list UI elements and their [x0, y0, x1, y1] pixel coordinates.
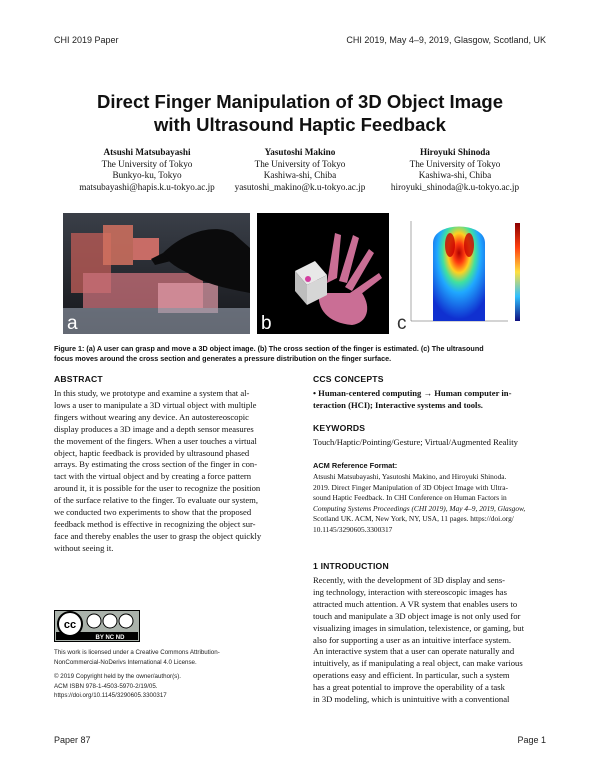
- author-email[interactable]: hiroyuki_shinoda@k.u-tokyo.ac.jp: [390, 181, 520, 192]
- keywords-heading: KEYWORDS: [313, 423, 366, 433]
- author-affiliation: The University of Tokyo: [409, 158, 501, 169]
- reference-heading: ACM Reference Format:: [313, 461, 398, 470]
- figure-panel-c: [393, 213, 547, 334]
- license-text: This work is licensed under a Creative Commons Attribution- NonCommercial-NoDerivs International 4.0 License.: [54, 649, 220, 666]
- keywords-body: Touch/Haptic/Pointing/Gesture; Virtual/Augmented Reality: [313, 437, 518, 447]
- paper-title: Direct Finger Manipulation of 3D Object Image with Ultrasound Haptic Feedback: [96, 91, 504, 135]
- footer-page-number: Page 1: [517, 735, 546, 745]
- author-location: Kashiwa-shi, Chiba: [263, 170, 337, 181]
- reference-doi-link[interactable]: 10.1145/3290605.3300317: [313, 524, 393, 534]
- running-header-left: CHI 2019 Paper: [54, 35, 119, 45]
- author-name: Yasutoshi Makino: [264, 147, 336, 157]
- author-email[interactable]: matsubayashi@hapis.k.u-tokyo.ac.jp: [79, 181, 215, 192]
- reference-body: Atsushi Matsubayashi, Yasutoshi Makino, and Hiroyuki Shinoda. 2019. Direct Finger Manipulation of 3D Object Image with Ultra- sound Haptic Feedback. In CHI Conference on Human Factors in Computing Systems Proceedings (CHI 2019), May 4–9, 2019, Glasgow, Scotland UK. ACM, New York, NY, USA, 11 pages. https://doi.org/ 10.1145/3290605.3300317: [313, 472, 526, 534]
- figure-label-a: a: [67, 313, 78, 334]
- author-location: Bunkyo-ku, Tokyo: [112, 170, 182, 181]
- pressure-heatmap: [393, 213, 547, 334]
- figure-caption: Figure 1: (a) A user can grasp and move a 3D object image. (b) The cross section of the finger is estimated. (c) The ultrasound focus moves around the cross section and generates a pressure distribution on the finger surface.: [54, 344, 484, 363]
- author-affiliation: The University of Tokyo: [254, 158, 346, 169]
- abstract-body: In this study, we prototype and examine a system that al- lows a user to manipulate a 3D virtual object with multiple fingers without wearing any device. An autostereoscopic display produces a 3D image and a depth sensor measures the movement of the fingers. When a user touches a virtual object, haptic feedback is provided by ultrasound phased arrays. By estimating the cross section of the finger in con- tact with the virtual object and by creating a force pattern around it, it is possible for the user to recognize the position of the surface relative to the finger. To evaluate our system, we conducted two experiments to show that the proposed feedback method is effective in recognizing the object sur- face and thereby enables the user to grasp the object quickly without seeing it.: [54, 388, 262, 553]
- author-3: [365, 147, 545, 193]
- author-email[interactable]: yasutoshi_makino@k.u-tokyo.ac.jp: [234, 181, 366, 192]
- cc-license-badge[interactable]: [54, 610, 140, 647]
- abstract-heading: ABSTRACT: [54, 374, 103, 384]
- author-location: Kashiwa-shi, Chiba: [418, 170, 492, 181]
- introduction-body: Recently, with the development of 3D display and sens- ing technology, interaction with stereoscopic images has attracted much attention. A VR system that enables users to touch and manipulate a 3D object image is not only used for visualizing images in simulation, telexistence, or gaming, but also for supporting a user as an intuitive interface system. An interactive system that a user can operate naturally and intuitively, as if manipulating a real object, can make various operations easy and efficient. In particular, such a system has a great potential to improve the operability of a task in 3D modeling, which is unintuitive with a conventional: [313, 575, 524, 705]
- cc-logo-text: cc: [63, 619, 77, 631]
- introduction-heading: 1 INTRODUCTION: [313, 561, 389, 571]
- copyright-block: © 2019 Copyright held by the owner/author(s). ACM ISBN 978-1-4503-5970-2/19/05. https://doi.org/10.1145/3290605.3300317: [54, 673, 182, 700]
- creative-commons-icon: [54, 610, 140, 642]
- doi-link[interactable]: https://doi.org/10.1145/3290605.3300317: [54, 692, 167, 700]
- point-cloud-illustration: [257, 213, 389, 334]
- author-name: Hiroyuki Shinoda: [419, 147, 491, 157]
- figure-panel-b: [257, 213, 389, 334]
- author-affiliation: The University of Tokyo: [101, 158, 193, 169]
- footer-left: Paper 87: [54, 735, 91, 745]
- author-2: [210, 147, 390, 193]
- author-name: Atsushi Matsubayashi: [103, 147, 191, 157]
- cc-terms-text: BY NC ND: [95, 635, 125, 641]
- figure-label-c: c: [397, 313, 407, 334]
- running-header-right: CHI 2019, May 4–9, 2019, Glasgow, Scotland, UK: [346, 35, 546, 45]
- ccs-heading: CCS CONCEPTS: [313, 374, 384, 384]
- figure-label-b: b: [261, 313, 272, 334]
- grasp-photo-illustration: [63, 213, 250, 334]
- figure-panel-a: [63, 213, 250, 334]
- ccs-body: • Human-centered computing → Human computer in- teraction (HCI); Interactive systems and tools.: [313, 388, 512, 410]
